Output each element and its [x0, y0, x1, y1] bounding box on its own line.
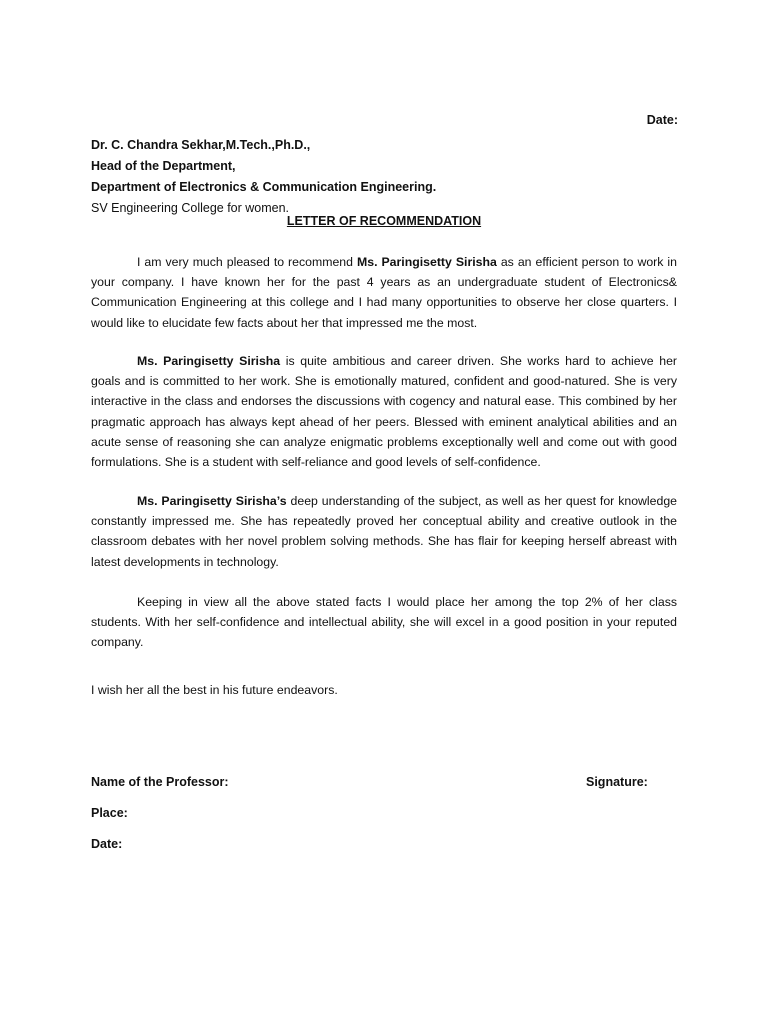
place-label: Place:: [91, 806, 128, 820]
date-label: Date:: [646, 113, 678, 127]
student-name: Ms. Paringisetty Sirisha: [356, 255, 497, 269]
p1-intro: I am very much pleased to recommend: [137, 255, 357, 269]
date-bottom-label: Date:: [91, 837, 123, 851]
recipient-position: Head of the Department,: [91, 159, 236, 173]
recipient-college: SV Engineering College for women.: [91, 201, 290, 215]
student-name-possessive: Ms. Paringisetty Sirisha’s: [137, 494, 287, 508]
recipient-department: Department of Electronics & Communication Engineering.: [91, 180, 437, 194]
paragraph-2: [91, 351, 677, 472]
paragraph-3: [91, 491, 677, 572]
recipient-name: Dr. C. Chandra Sekhar,M.Tech.,Ph.D.,: [91, 138, 311, 152]
signature-label: Signature:: [586, 775, 648, 789]
p1-body: as an efficient person to work in your company. I have known her for the past 4 years as an undergraduate student of Electronics& Communication Engineering at this college and I had many opportunities to observe her close quarters. I would like to elucidate few facts about her that impressed me the most.: [91, 255, 677, 330]
p2-body: is quite ambitious and career driven. She works hard to achieve her goals and is committed to her work. She is emotionally matured, confident and good-natured. She is very interactive in the class and endorses the discussions with cogency and natural ease. This combined by her pragmatic approach has always kept ahead of her peers. Blessed with eminent analytical abilities and an acute sense of reasoning she can analyze enigmatic problems exceptionally well and come out with good formulations. She is a student with self-reliance and good levels of self-confidence.: [91, 354, 678, 470]
recipient-address: [91, 135, 436, 219]
p3-body: deep understanding of the subject, as well as her quest for knowledge constantly impressed me. She has repeatedly proved her conceptual ability and creative outlook in the classroom debates with her novel problem solving methods. She has flair for keeping herself abreast with latest developments in technology.: [91, 494, 678, 569]
student-name: Ms. Paringisetty Sirisha: [137, 354, 281, 368]
professor-name-label: Name of the Professor:: [91, 775, 229, 789]
closing-line: I wish her all the best in his future endeavors.: [91, 683, 338, 697]
letter-title: LETTER OF RECOMMENDATION: [286, 214, 482, 228]
paragraph-1: [91, 252, 677, 333]
paragraph-4: Keeping in view all the above stated facts I would place her among the top 2% of her class students. With her self-confidence and intellectual ability, she will excel in a good position in your reputed company.: [91, 595, 677, 650]
